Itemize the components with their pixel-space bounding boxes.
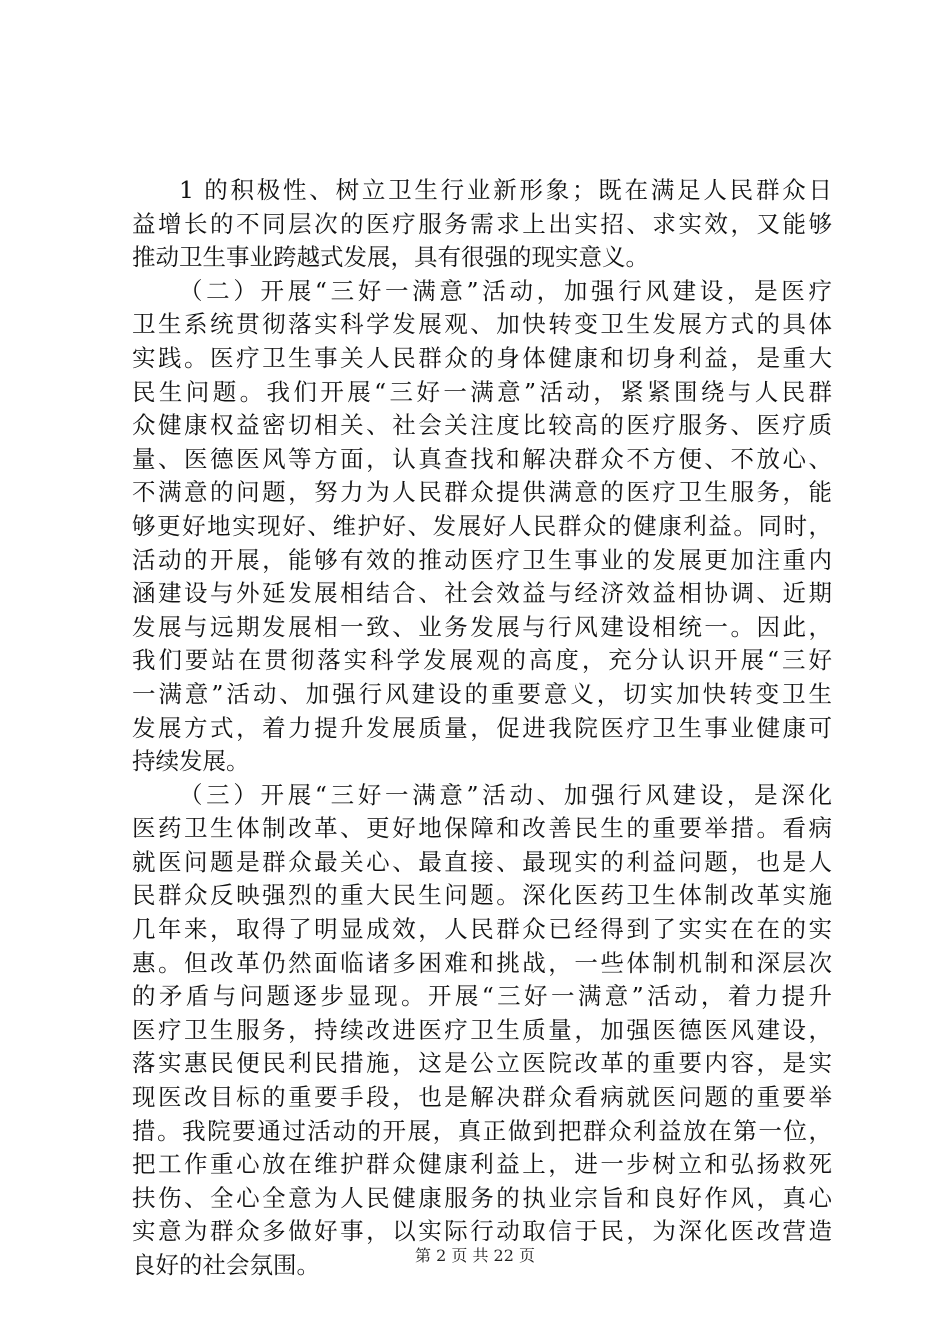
text-line: 发展与远期发展相一致、业务发展与行风建设相统一。因此，	[132, 612, 832, 641]
text-line: 惠。但改革仍然面临诸多困难和挑战，一些体制机制和深层次	[132, 948, 832, 977]
text-line: 现医改目标的重要手段，也是解决群众看病就医问题的重要举	[132, 1083, 832, 1112]
text-line: 落实惠民便民利民措施，这是公立医院改革的重要内容，是实	[132, 1049, 832, 1078]
text-line: 几年来，取得了明显成效，人民群众已经得到了实实在在的实	[132, 915, 832, 944]
text-line: 一满意”活动、加强行风建设的重要意义，切实加快转变卫生	[132, 679, 832, 708]
text-line: 实践。医疗卫生事关人民群众的身体健康和切身利益，是重大	[132, 343, 832, 372]
text-line: 就医问题是群众最关心、最直接、最现实的利益问题，也是人	[132, 847, 832, 876]
text-line: 医疗卫生服务，持续改进医疗卫生质量，加强医德医风建设，	[132, 1015, 832, 1044]
text-line: 活动的开展，能够有效的推动医疗卫生事业的发展更加注重内	[132, 545, 832, 574]
text-line: （三）开展“三好一满意”活动、加强行风建设，是深化	[179, 780, 832, 809]
text-line: 我们要站在贯彻落实科学发展观的高度，充分认识开展“三好	[132, 646, 832, 675]
text-line: 不满意的问题，努力为人民群众提供满意的医疗卫生服务，能	[132, 478, 832, 507]
page-footer: 第 2 页 共 22 页	[415, 1246, 535, 1265]
text-line: 够更好地实现好、维护好、发展好人民群众的健康利益。同时，	[132, 511, 832, 540]
text-line: （二）开展“三好一满意”活动，加强行风建设，是医疗	[179, 276, 832, 305]
text-line: 发展方式，着力提升发展质量，促进我院医疗卫生事业健康可	[132, 713, 832, 742]
text-line: 实意为群众多做好事，以实际行动取信于民，为深化医改营造	[132, 1217, 832, 1246]
text-line: 持续发展。	[132, 747, 250, 776]
text-line: 民群众反映强烈的重大民生问题。深化医药卫生体制改革实施	[132, 881, 832, 910]
text-line: 的矛盾与问题逐步显现。开展“三好一满意”活动，着力提升	[132, 982, 832, 1011]
text-line: 1 的积极性、树立卫生行业新形象；既在满足人民群众日	[179, 176, 832, 204]
text-line: 众健康权益密切相关、社会关注度比较高的医疗服务、医疗质	[132, 411, 832, 440]
text-line: 卫生系统贯彻落实科学发展观、加快转变卫生发展方式的具体	[132, 310, 832, 339]
text-line: 医药卫生体制改革、更好地保障和改善民生的重要举措。看病	[132, 814, 832, 843]
text-line: 量、医德医风等方面，认真查找和解决群众不方便、不放心、	[132, 444, 832, 473]
document-body	[132, 174, 832, 1283]
text-line: 良好的社会氛围。	[132, 1251, 320, 1279]
text-line: 涵建设与外延发展相结合、社会效益与经济效益相协调、近期	[132, 579, 832, 608]
text-line: 民生问题。我们开展“三好一满意”活动，紧紧围绕与人民群	[132, 377, 832, 406]
text-line: 措。我院要通过活动的开展，真正做到把群众利益放在第一位，	[132, 1116, 832, 1145]
text-line: 把工作重心放在维护群众健康利益上，进一步树立和弘扬救死	[132, 1150, 832, 1179]
text-line: 扶伤、全心全意为人民健康服务的执业宗旨和良好作风，真心	[132, 1183, 832, 1212]
text-line: 益增长的不同层次的医疗服务需求上出实招、求实效，又能够	[132, 209, 832, 238]
text-line: 推动卫生事业跨越式发展，具有很强的现实意义。	[132, 243, 649, 272]
